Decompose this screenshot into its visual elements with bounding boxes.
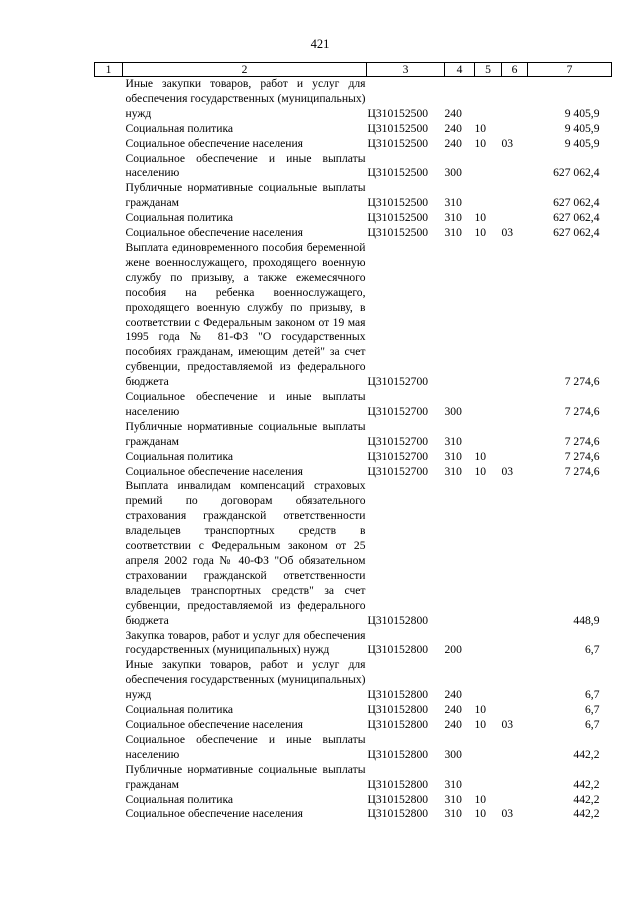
cell-name: Публичные нормативные социальные выплаты гражданам bbox=[125, 419, 366, 448]
cell-number bbox=[95, 77, 123, 122]
cell-amount: 6,7 bbox=[585, 688, 600, 702]
header-col-3: 3 bbox=[367, 63, 445, 77]
table-row bbox=[95, 703, 612, 718]
cell-section bbox=[475, 420, 502, 450]
cell-name: Социальное обеспечение населения bbox=[125, 136, 304, 150]
cell-target-code: Ц310152700 bbox=[367, 449, 429, 463]
table-row bbox=[95, 450, 612, 465]
cell-subsection: 03 bbox=[501, 717, 514, 731]
cell-expense-type bbox=[445, 241, 475, 390]
cell-amount: 6,7 bbox=[585, 717, 600, 731]
budget-table bbox=[94, 62, 612, 822]
table-header bbox=[95, 63, 612, 77]
cell-section bbox=[475, 763, 502, 793]
cell-expense-type: 240 bbox=[444, 121, 462, 135]
cell-expense-type: 310 bbox=[444, 196, 462, 210]
cell-expense-type: 240 bbox=[444, 717, 462, 731]
cell-subsection bbox=[502, 420, 528, 450]
cell-number bbox=[95, 152, 123, 182]
cell-name: Социальная политика bbox=[125, 449, 234, 463]
cell-subsection: 03 bbox=[501, 807, 514, 821]
table-row bbox=[95, 807, 612, 822]
cell-expense-type: 310 bbox=[444, 226, 462, 240]
cell-section bbox=[475, 390, 502, 420]
cell-amount: 442,2 bbox=[573, 777, 600, 791]
cell-section bbox=[475, 241, 502, 390]
cell-target-code: Ц310152800 bbox=[367, 747, 429, 761]
cell-target-code: Ц310152700 bbox=[367, 404, 429, 418]
cell-section bbox=[475, 733, 502, 763]
cell-expense-type: 310 bbox=[444, 807, 462, 821]
cell-expense-type: 310 bbox=[444, 211, 462, 225]
cell-number bbox=[95, 420, 123, 450]
cell-number bbox=[95, 733, 123, 763]
table-row bbox=[95, 465, 612, 480]
cell-name: Социальная политика bbox=[125, 703, 234, 717]
cell-number bbox=[95, 137, 123, 152]
cell-section bbox=[475, 181, 502, 211]
table-row bbox=[95, 718, 612, 733]
cell-subsection bbox=[502, 479, 528, 628]
cell-amount: 627 062,4 bbox=[553, 196, 600, 210]
cell-section bbox=[475, 152, 502, 182]
cell-name: Социальное обеспечение населения bbox=[125, 717, 304, 731]
cell-amount: 7 274,6 bbox=[564, 404, 600, 418]
cell-amount: 6,7 bbox=[585, 643, 600, 657]
cell-expense-type: 310 bbox=[444, 449, 462, 463]
cell-section: 10 bbox=[474, 807, 487, 821]
cell-section: 10 bbox=[474, 792, 487, 806]
cell-expense-type: 310 bbox=[444, 792, 462, 806]
cell-amount: 627 062,4 bbox=[553, 166, 600, 180]
cell-section: 10 bbox=[474, 703, 487, 717]
cell-subsection bbox=[502, 77, 528, 122]
cell-subsection: 03 bbox=[501, 136, 514, 150]
table-row bbox=[95, 241, 612, 390]
cell-target-code: Ц310152700 bbox=[367, 375, 429, 389]
cell-number bbox=[95, 226, 123, 241]
cell-section: 10 bbox=[474, 136, 487, 150]
cell-name: Выплата единовременного пособия беременной жене военнослужащего, проходящего военную службу по призыву, а также ежемесячного пособия на ребенка военнослужащего, проходящего военную службу по призыву, в соответствии с Федеральным законом от 19 мая 1995 года № 81-ФЗ "О государственных пособиях гражданам, имеющим детей" за счет субвенции, предоставляемой из федерального бюджета bbox=[125, 240, 366, 389]
cell-subsection bbox=[502, 763, 528, 793]
cell-number bbox=[95, 479, 123, 628]
cell-subsection bbox=[502, 181, 528, 211]
cell-subsection bbox=[502, 122, 528, 137]
table-row bbox=[95, 122, 612, 137]
cell-section bbox=[475, 658, 502, 703]
cell-expense-type: 240 bbox=[444, 106, 462, 120]
cell-expense-type bbox=[445, 479, 475, 628]
cell-target-code: Ц310152500 bbox=[367, 226, 429, 240]
cell-number bbox=[95, 718, 123, 733]
table-row bbox=[95, 479, 612, 628]
cell-target-code: Ц310152800 bbox=[367, 613, 429, 627]
table-row bbox=[95, 181, 612, 211]
table-row bbox=[95, 211, 612, 226]
cell-name: Закупка товаров, работ и услуг для обеспечения государственных (муниципальных) нужд bbox=[125, 628, 366, 657]
cell-expense-type: 240 bbox=[444, 703, 462, 717]
cell-subsection bbox=[502, 211, 528, 226]
cell-section bbox=[475, 479, 502, 628]
cell-section: 10 bbox=[474, 449, 487, 463]
table-row bbox=[95, 137, 612, 152]
table-row bbox=[95, 390, 612, 420]
cell-name: Социальное обеспечение и иные выплаты населению bbox=[125, 390, 366, 418]
cell-section: 10 bbox=[474, 211, 487, 225]
cell-name: Иные закупки товаров, работ и услуг для обеспечения государственных (муниципальных) нужд bbox=[125, 77, 366, 120]
cell-number bbox=[95, 181, 123, 211]
table-row bbox=[95, 763, 612, 793]
cell-expense-type: 310 bbox=[444, 464, 462, 478]
cell-subsection: 03 bbox=[501, 464, 514, 478]
table-row bbox=[95, 658, 612, 703]
table-row bbox=[95, 629, 612, 659]
page-number: 421 bbox=[310, 37, 330, 51]
header-col-7: 7 bbox=[528, 63, 612, 77]
table-row bbox=[95, 152, 612, 182]
cell-target-code: Ц310152800 bbox=[367, 643, 429, 657]
cell-number bbox=[95, 390, 123, 420]
cell-expense-type: 240 bbox=[444, 136, 462, 150]
cell-number bbox=[95, 807, 123, 822]
cell-amount: 9 405,9 bbox=[564, 136, 600, 150]
cell-name: Социальная политика bbox=[125, 211, 234, 225]
cell-name: Социальная политика bbox=[125, 792, 234, 806]
cell-section: 10 bbox=[474, 121, 487, 135]
cell-section: 10 bbox=[474, 226, 487, 240]
cell-target-code: Ц310152500 bbox=[367, 211, 429, 225]
cell-amount: 9 405,9 bbox=[564, 106, 600, 120]
cell-name: Социальное обеспечение и иные выплаты населению bbox=[125, 732, 366, 761]
cell-name: Выплата инвалидам компенсаций страховых премий по договорам обязательного страхования гражданской ответственности владельцев транспортных средств в соответствии с Федеральным законом от 25 апреля 2002 года № 40-ФЗ "Об обязательном страховании гражданской ответственности владельцев транспортных средств" за счет субвенции, предоставляемой из федерального бюджета bbox=[125, 479, 366, 627]
cell-name: Социальное обеспечение населения bbox=[125, 464, 304, 478]
cell-subsection bbox=[502, 733, 528, 763]
cell-subsection bbox=[502, 703, 528, 718]
cell-number bbox=[95, 450, 123, 465]
cell-subsection bbox=[502, 450, 528, 465]
cell-target-code: Ц310152800 bbox=[367, 703, 429, 717]
cell-expense-type: 310 bbox=[444, 434, 462, 448]
table-row bbox=[95, 420, 612, 450]
cell-number bbox=[95, 763, 123, 793]
cell-name: Социальное обеспечение населения bbox=[125, 807, 304, 821]
table-row bbox=[95, 793, 612, 808]
cell-expense-type: 300 bbox=[444, 747, 462, 761]
cell-number bbox=[95, 793, 123, 808]
cell-target-code: Ц310152500 bbox=[367, 166, 429, 180]
cell-target-code: Ц310152700 bbox=[367, 434, 429, 448]
cell-amount: 7 274,6 bbox=[564, 375, 600, 389]
cell-section bbox=[475, 77, 502, 122]
cell-amount: 448,9 bbox=[573, 613, 600, 627]
cell-section bbox=[475, 629, 502, 659]
header-col-6: 6 bbox=[502, 63, 528, 77]
cell-amount: 442,2 bbox=[573, 807, 600, 821]
cell-amount: 7 274,6 bbox=[564, 464, 600, 478]
cell-name: Публичные нормативные социальные выплаты гражданам bbox=[125, 762, 366, 791]
cell-subsection bbox=[502, 241, 528, 390]
cell-target-code: Ц310152500 bbox=[367, 196, 429, 210]
cell-name: Иные закупки товаров, работ и услуг для обеспечения государственных (муниципальных) нужд bbox=[125, 658, 366, 702]
header-col-1: 1 bbox=[95, 63, 123, 77]
cell-subsection bbox=[502, 152, 528, 182]
cell-name: Социальная политика bbox=[125, 121, 234, 135]
cell-number bbox=[95, 703, 123, 718]
cell-expense-type: 310 bbox=[444, 777, 462, 791]
cell-amount: 7 274,6 bbox=[564, 449, 600, 463]
cell-amount: 627 062,4 bbox=[553, 211, 600, 225]
cell-expense-type: 200 bbox=[444, 643, 462, 657]
table-row bbox=[95, 226, 612, 241]
cell-section: 10 bbox=[474, 717, 487, 731]
cell-subsection bbox=[502, 390, 528, 420]
cell-number bbox=[95, 658, 123, 703]
cell-subsection bbox=[502, 629, 528, 659]
header-col-2: 2 bbox=[123, 63, 367, 77]
cell-number bbox=[95, 241, 123, 390]
cell-amount: 7 274,6 bbox=[564, 434, 600, 448]
cell-amount: 627 062,4 bbox=[553, 226, 600, 240]
table-body bbox=[95, 77, 612, 823]
cell-amount: 9 405,9 bbox=[564, 121, 600, 135]
cell-number bbox=[95, 465, 123, 480]
cell-amount: 442,2 bbox=[573, 747, 600, 761]
cell-subsection: 03 bbox=[501, 226, 514, 240]
cell-target-code: Ц310152800 bbox=[367, 792, 429, 806]
cell-expense-type: 300 bbox=[444, 166, 462, 180]
cell-subsection bbox=[502, 793, 528, 808]
cell-number bbox=[95, 629, 123, 659]
cell-target-code: Ц310152500 bbox=[367, 121, 429, 135]
cell-target-code: Ц310152500 bbox=[367, 106, 429, 120]
cell-target-code: Ц310152500 bbox=[367, 136, 429, 150]
cell-amount: 6,7 bbox=[585, 703, 600, 717]
cell-expense-type: 240 bbox=[444, 688, 462, 702]
header-col-5: 5 bbox=[475, 63, 502, 77]
cell-number bbox=[95, 211, 123, 226]
cell-name: Социальное обеспечение населения bbox=[125, 226, 304, 240]
table-row bbox=[95, 77, 612, 122]
header-row bbox=[95, 63, 612, 77]
cell-subsection bbox=[502, 658, 528, 703]
cell-expense-type: 300 bbox=[444, 404, 462, 418]
cell-target-code: Ц310152800 bbox=[367, 807, 429, 821]
cell-number bbox=[95, 122, 123, 137]
header-col-4: 4 bbox=[445, 63, 475, 77]
cell-name: Публичные нормативные социальные выплаты гражданам bbox=[125, 181, 366, 210]
cell-name: Социальное обеспечение и иные выплаты населению bbox=[125, 151, 366, 180]
cell-target-code: Ц310152800 bbox=[367, 777, 429, 791]
table-row bbox=[95, 733, 612, 763]
cell-section: 10 bbox=[474, 464, 487, 478]
cell-target-code: Ц310152700 bbox=[367, 464, 429, 478]
cell-target-code: Ц310152800 bbox=[367, 717, 429, 731]
cell-target-code: Ц310152800 bbox=[367, 688, 429, 702]
cell-amount: 442,2 bbox=[573, 792, 600, 806]
